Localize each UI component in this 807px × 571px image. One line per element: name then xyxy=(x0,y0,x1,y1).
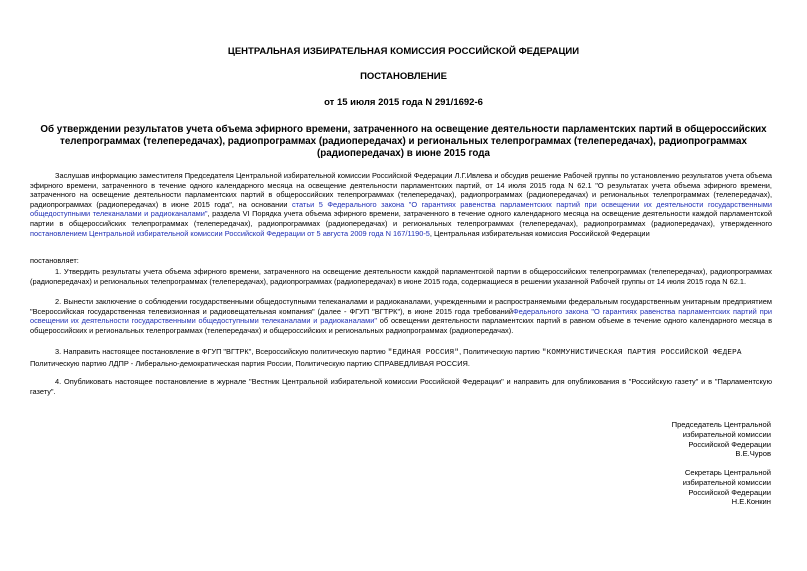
law-link[interactable]: статьи 5 Федерального закона "О гарантиях равенства парламентских партий при освещении их деятельности государственными общедоступными телеканалами и радиоканалами" xyxy=(30,199,772,219)
chair-signature xyxy=(571,420,771,459)
document-type-heading: ПОСТАНОВЛЕНИЕ xyxy=(360,71,447,82)
item-4 xyxy=(30,377,772,396)
decree-word: постановляет: xyxy=(30,256,79,265)
item-2-text-b: об освещении деятельности парламентских партий в равном объеме в течение одного календарного месяца в общероссийских и региональных телепрограммах (телепередачах) и общероссийских и региональных радиопрограммах (радиопередачах). xyxy=(30,316,772,335)
preamble-text-3: , утвержденного xyxy=(712,218,772,228)
preamble xyxy=(30,171,772,238)
signature-line: Российской Федерации xyxy=(688,487,771,497)
signature-name: Н.Е.Конкин xyxy=(731,497,771,507)
signature-line: избирательной комиссии xyxy=(682,429,771,439)
date-number-heading: от 15 июля 2015 года N 291/1692-6 xyxy=(324,97,483,108)
item-2 xyxy=(30,297,772,335)
signature-line: Российской Федерации xyxy=(688,439,771,449)
item-3 xyxy=(30,347,772,368)
item-2-law-link[interactable]: Федерального закона "О гарантиях равенства парламентских партий при освещении их деятельности государственными общедоступными телеканалами и радиоканалами" xyxy=(30,306,772,326)
item-1-text: 1. Утвердить результаты учета объема эфирного времени, затраченного на освещение деятельности каждой парламентской партии в общероссийских телепрограммах (телепередачах), радиопрограммах (радиопередачах) и региональных телепрограммах (телепередачах), радиопрограммах (радиопередачах) в июне 2015 года, содержащиеся в решении указанной Рабочей группы от 14 июля 2015 года N 62.1. xyxy=(30,267,772,286)
party-communist: "КОММУНИСТИЧЕСКАЯ ПАРТИЯ РОССИЙСКОЙ ФЕДЕРА xyxy=(541,349,742,357)
preamble-text-2: , раздела VI Порядка учета объема эфирного времени, затраченного в течение одного календарного месяца на освещение деятельности каждой парламентской партии в общероссийских телепрограммах (телепередачах), радиопрограммах (радиопередачах) и региональных телепрограммах (телепередачах), радиопрограммах (радиопередачах) xyxy=(30,209,773,228)
signature-name: В.Е.Чуров xyxy=(735,449,771,459)
document-title: Об утверждении результатов учета объема эфирного времени, затраченного на освещение деятельности парламентских партий в общероссийских телепрограммах (телепередачах), радиопрограммах (радиопередачах) и региональных телепрограммах (телепередачах), радиопрограммах (радиопередачах) в июне 2015 года xyxy=(40,124,767,159)
signature-line: Председатель Центральной xyxy=(671,420,771,429)
item-3-text-a: 3. Направить настоящее постановление в ФГУП "ВГТРК", Всероссийскую политическую партию xyxy=(55,347,388,356)
item-3-text-c: Политическую партию ЛДПР - Либерально-демократическая партия России, Политическую партию СПРАВЕДЛИВАЯ РОССИЯ. xyxy=(30,358,470,368)
item-3-text-b: , Политическую партию xyxy=(459,347,542,356)
signature-line: Секретарь Центральной xyxy=(684,468,771,477)
signature-line: избирательной комиссии xyxy=(682,477,771,487)
resolution-link[interactable]: постановлением Центральной избирательной комиссии Российской Федерации от 5 августа 2009 года N 167/1190-5 xyxy=(30,228,430,238)
item-4-text: 4. Опубликовать настоящее постановление в журнале "Вестник Центральной избирательной комиссии Российской Федерации" и направить для опубликования в "Российскую газету" и в "Парламентскую газету". xyxy=(30,377,772,396)
organization-heading: ЦЕНТРАЛЬНАЯ ИЗБИРАТЕЛЬНАЯ КОМИССИЯ РОССИЙСКОЙ ФЕДЕРАЦИИ xyxy=(227,46,580,57)
item-1 xyxy=(30,267,772,286)
item-2-text-a: 2. Вынести заключение о соблюдении государственными общедоступными телеканалами и радиоканалами, учрежденными и распространяемыми федеральным государственным унитарным предприятием "Всероссийская государственная телевизионная и радиовещательная компания" (далее - ФГУП "ВГТРК"), в июне 2015 года требований xyxy=(30,297,772,316)
preamble-text-1: Заслушав информацию заместителя Председателя Центральной избирательной комиссии Российской Федерации Л.Г.Ивлева и обсудив решение Рабочей группы по установлению результатов учета объема эфирного времени, затраченного в течение одного календарного месяца на освещение деятельности парламентских партий, от 14 июля 2015 года N 62.1 "О результатах учета объема эфирного времени, затраченного на освещение деятельности парламентских партий в общероссийских телепрограммах (телепередачах), радиопрограммах (радиопередачах) и региональных телепрограммах (телепередачах), радиопрограммах (радиопередачах) в июне 2015 года", на основании xyxy=(30,171,772,209)
secretary-signature xyxy=(571,468,771,507)
preamble-text-4: , Центральная избирательная комиссия Российской Федерации xyxy=(429,228,650,238)
party-united-russia: "ЕДИНАЯ РОССИЯ" xyxy=(387,349,460,357)
